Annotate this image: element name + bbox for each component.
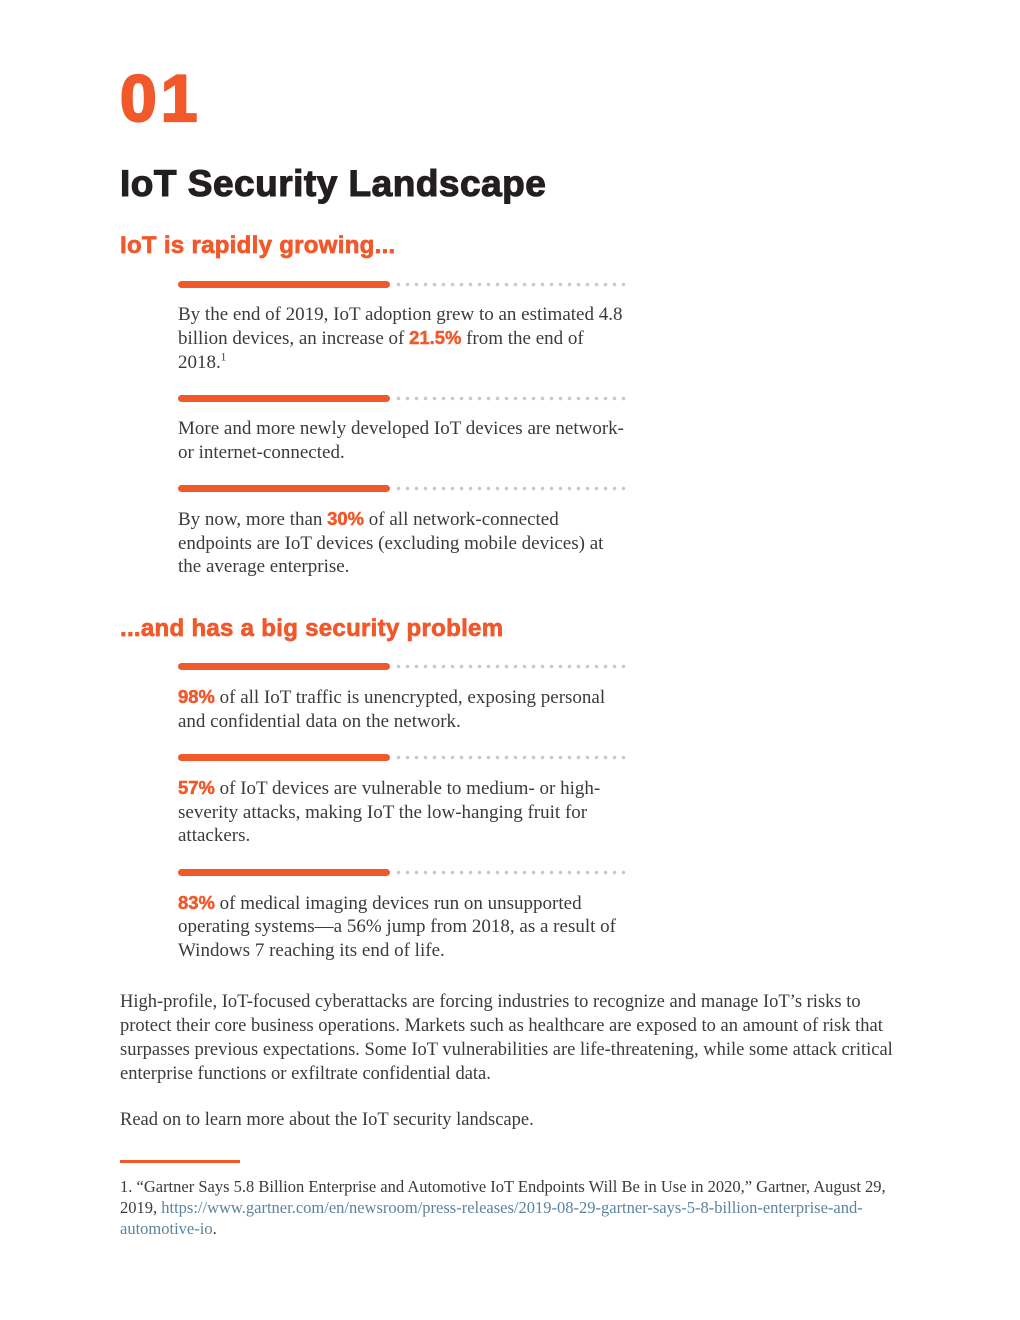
fact-divider — [178, 754, 630, 761]
divider-dotted-line — [394, 485, 630, 492]
divider-solid-bar — [178, 281, 390, 288]
section-heading: IoT is rapidly growing... — [120, 231, 396, 259]
fact-text-segment: of IoT devices are vulnerable to medium- or high-severity attacks, making IoT the low-hanging fruit for attackers. — [178, 778, 601, 847]
sections-container — [120, 232, 900, 963]
divider-solid-bar — [178, 485, 390, 492]
fact-text-segment: of all network-connected endpoints are IoT devices (excluding mobile devices) at the average enterprise. — [178, 509, 604, 578]
divider-solid-bar — [178, 754, 390, 761]
fact-text-segment: of medical imaging devices run on unsupported operating systems—a 56% jump from 2018, as a result of Windows 7 reaching its end of life. — [178, 892, 616, 961]
divider-dotted-line — [394, 395, 630, 402]
footnote-divider — [120, 1160, 240, 1163]
stat-highlight: 21.5% — [409, 327, 462, 349]
fact-divider — [178, 395, 630, 402]
fact-divider — [178, 869, 630, 876]
stat-highlight: 30% — [327, 508, 365, 530]
fact-text — [178, 303, 630, 375]
divider-solid-bar — [178, 395, 390, 402]
footnote-period: . — [212, 1219, 217, 1239]
footnote — [120, 1176, 908, 1239]
fact-divider — [178, 485, 630, 492]
fact-text-segment: of all IoT traffic is unencrypted, exposing personal and confidential data on the network. — [178, 687, 606, 732]
divider-solid-bar — [178, 869, 390, 876]
divider-dotted-line — [394, 281, 630, 288]
fact-list — [178, 281, 630, 579]
footnote-reference: 1 — [220, 351, 227, 364]
fact-text — [178, 417, 630, 464]
fact-item — [178, 869, 630, 963]
divider-solid-bar — [178, 663, 390, 670]
divider-dotted-line — [394, 663, 630, 670]
closing-paragraph: High-profile, IoT-focused cyberattacks are forcing industries to recognize and manage IoT’s risks to protect their core business operations. Markets such as healthcare are exposed to an amount of risk that surpasses previous expectations. Some IoT vulnerabilities are life-threatening, while some attack critical enterprise functions or exfiltrate confidential data. — [120, 992, 893, 1085]
fact-text — [178, 685, 630, 733]
stat-highlight: 83% — [178, 891, 215, 913]
fact-text — [178, 507, 630, 579]
fact-item — [178, 754, 630, 848]
footnote-text: “Gartner Says 5.8 Billion Enterprise and Automotive IoT Endpoints Will Be in Use in 2020,” Gartner, August 29, 2019, — [120, 1177, 886, 1218]
footnote-marker: 1. — [120, 1177, 133, 1197]
section-1 — [120, 232, 900, 579]
stat-highlight: 57% — [178, 777, 215, 799]
divider-dotted-line — [394, 754, 630, 761]
fact-divider — [178, 281, 630, 288]
chapter-number: 01 — [120, 61, 202, 135]
fact-text-segment: from the end of 2018. — [178, 328, 584, 373]
fact-text — [178, 891, 630, 963]
fact-item — [178, 663, 630, 733]
section-2 — [120, 615, 900, 963]
footnote-link[interactable]: https://www.gartner.com/en/newsroom/press-releases/2019-08-29-gartner-says-5-8-billion-enterprise-and-automotive-io — [120, 1198, 863, 1239]
fact-text-segment: By now, more than — [178, 509, 328, 531]
fact-text-segment: By the end of 2019, IoT adoption grew to an estimated 4.8 billion devices, an increase of — [178, 303, 623, 350]
fact-text-segment: More and more newly developed IoT devices are network- or internet-connected. — [178, 418, 624, 463]
fact-item — [178, 395, 630, 464]
fact-divider — [178, 663, 630, 670]
fact-text — [178, 776, 630, 848]
read-on-paragraph: Read on to learn more about the IoT security landscape. — [120, 1110, 534, 1131]
fact-item — [178, 281, 630, 375]
stat-highlight: 98% — [178, 686, 215, 708]
section-heading: ...and has a big security problem — [120, 614, 504, 642]
divider-dotted-line — [394, 869, 630, 876]
fact-list — [178, 663, 630, 962]
fact-item — [178, 485, 630, 579]
page-title: IoT Security Landscape — [120, 163, 547, 205]
